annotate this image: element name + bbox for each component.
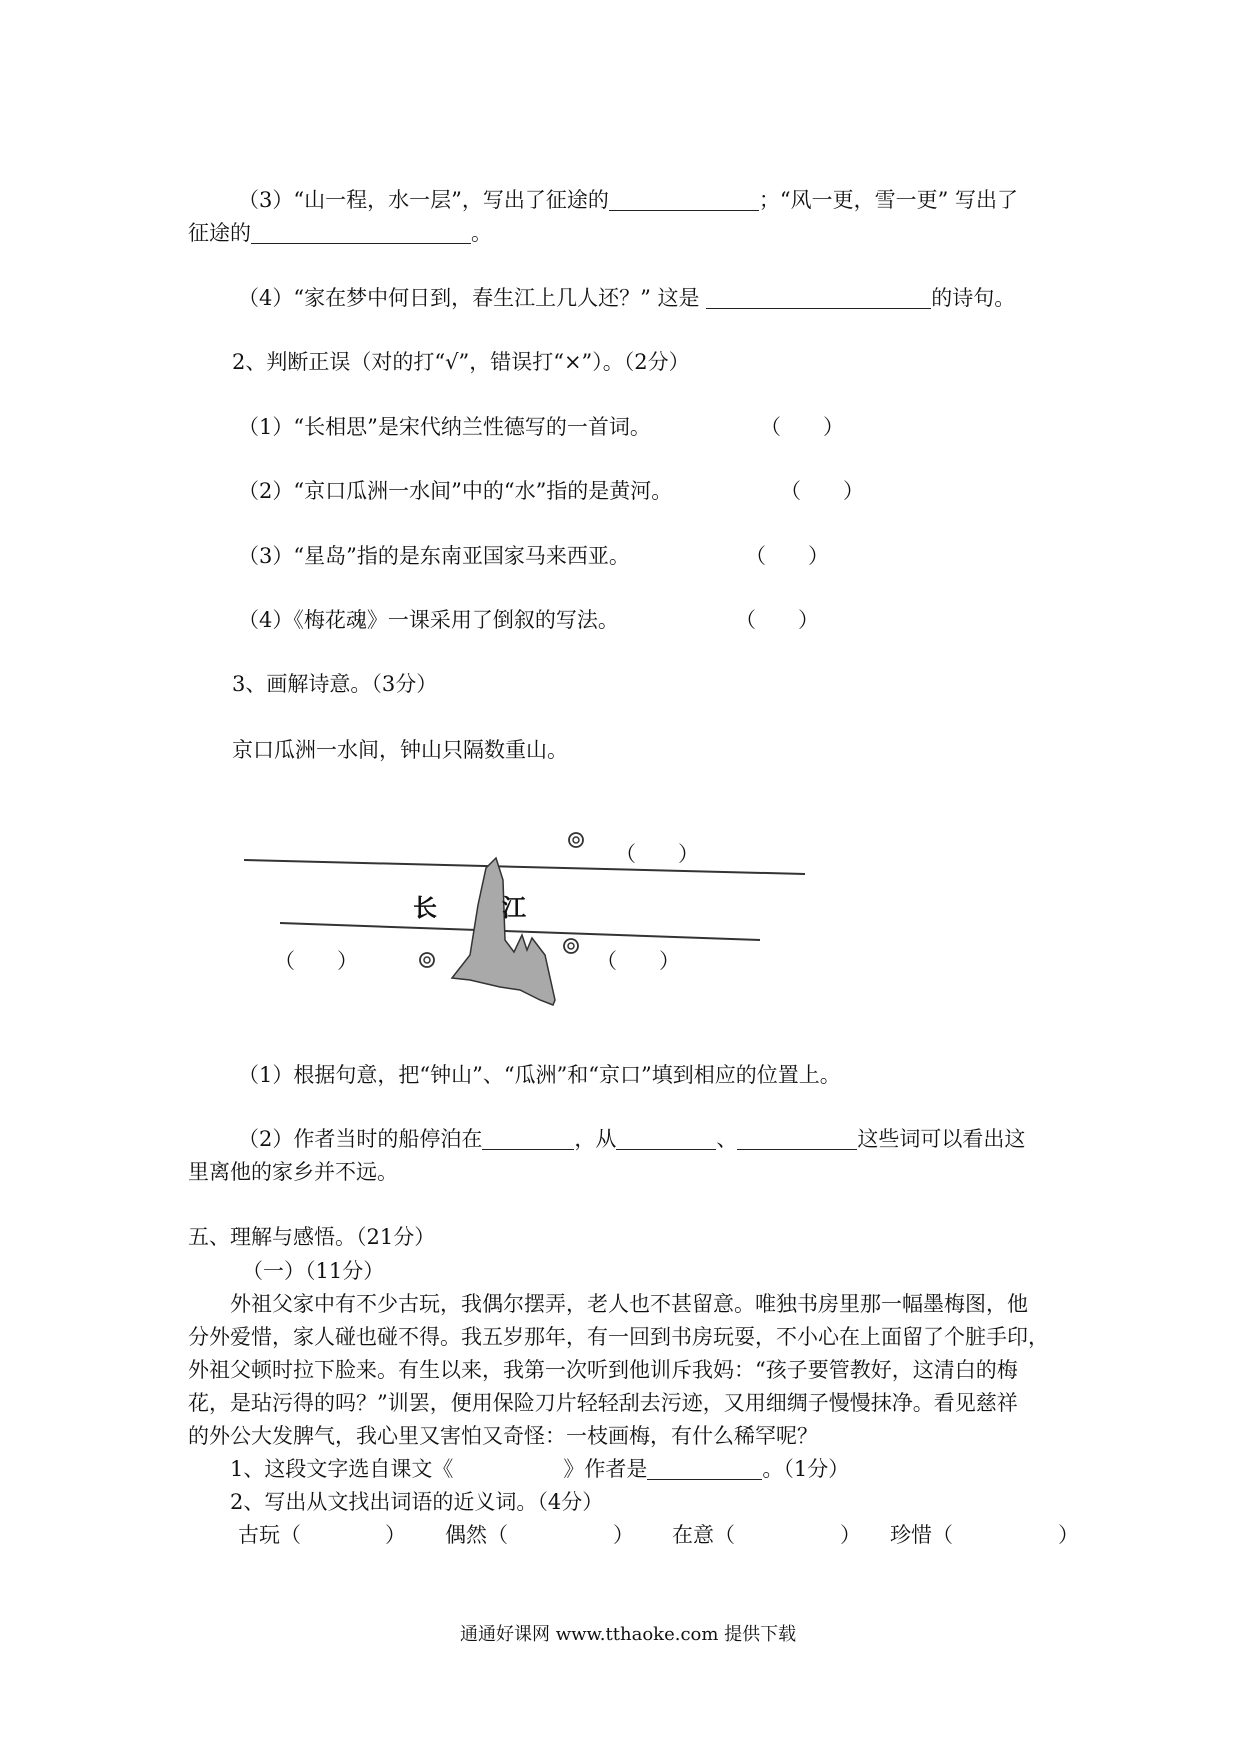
passage-line-5: 的外公大发脾气，我心里又害怕又奇怪：一枝画梅，有什么稀罕呢？ — [188, 1424, 818, 1448]
passage-line-4: 花，是玷污得的吗？”训罢，便用保险刀片轻轻刮去污迹，又用细绸子慢慢抹净。看见慈祥 — [188, 1391, 1018, 1415]
synonym-word-3: 在意 — [672, 1523, 714, 1547]
q2-item-4-text: （4）《梅花魂》一课采用了倒叙的写法。 — [238, 608, 619, 632]
synonym-blank-4[interactable]: （ ） — [932, 1523, 1079, 1547]
map-blank-north[interactable]: （ ） — [615, 842, 699, 866]
synonym-word-4: 珍惜 — [890, 1523, 932, 1547]
synonym-word-2: 偶然 — [445, 1523, 487, 1547]
s5-q1-text-b: 》作者是 — [563, 1457, 648, 1481]
synonym-blank-1[interactable]: （ ） — [280, 1523, 406, 1547]
q2-item-2-text: （2）“京口瓜洲一水间”中的“水”指的是黄河。 — [238, 479, 673, 503]
q2-item-2-paren[interactable]: （ ） — [780, 479, 864, 503]
q3-sub2-text-b: ，从 — [574, 1127, 617, 1151]
s5-question-1 — [230, 1454, 849, 1484]
synonym-item-4 — [890, 1520, 1079, 1550]
passage-line-3: 外祖父顿时拉下脸来。有生以来，我第一次听到他训斥我妈：“孩子要管教好，这清白的梅 — [188, 1358, 1018, 1382]
synonym-item-2 — [445, 1520, 634, 1550]
q1-item4-text-b: 的诗句。 — [931, 286, 1016, 310]
s5-question-2: 2、写出从文找出词语的近义词。（4分） — [230, 1490, 604, 1514]
q3-sub2-line2: 里离他的家乡并不远。 — [188, 1160, 398, 1184]
synonym-item-1 — [238, 1520, 406, 1550]
s5-q1-text-c: 。（1分） — [762, 1457, 850, 1481]
section5-title: 五、理解与感悟。（21分） — [188, 1225, 436, 1249]
location-marker-south-right — [564, 939, 578, 953]
map-blank-south-left[interactable]: （ ） — [274, 949, 358, 973]
location-marker-south-left — [420, 953, 434, 967]
page-footer: 通通好课网 www.tthaoke.com 提供下载 — [460, 1624, 797, 1645]
synonym-blank-2[interactable]: （ ） — [487, 1523, 634, 1547]
q2-item-1-text: （1）“长相思”是宋代纳兰性德写的一首词。 — [238, 415, 651, 439]
river-label-char1: 长 — [413, 893, 437, 922]
s5-q1-text-a: 1、这段文字选自课文《 — [230, 1457, 454, 1481]
q2-title: 2、判断正误（对的打“√”，错误打“×”）。（2分） — [232, 350, 690, 374]
q3-poem: 京口瓜洲一水间，钟山只隔数重山。 — [232, 738, 568, 762]
q1-item4-text-a: （4）“家在梦中何日到，春生江上几人还？” 这是 — [238, 286, 700, 310]
river-label-char2: 江 — [502, 893, 526, 922]
section5-part1-title: （一）（11分） — [242, 1259, 385, 1283]
q3-sub2-text-c: 、 — [716, 1127, 738, 1151]
synonym-blank-3[interactable]: （ ） — [714, 1523, 861, 1547]
river-north-bank — [244, 860, 805, 874]
q1-item3-text-d: 。 — [471, 221, 492, 245]
s5-q1-author-blank[interactable] — [647, 1457, 762, 1480]
q3-sub2-text-d: 这些词可以看出这 — [857, 1127, 1026, 1151]
river-south-bank — [280, 923, 760, 940]
q2-item-3-text: （3）“星岛”指的是东南亚国家马来西亚。 — [238, 544, 630, 568]
synonym-item-3 — [672, 1520, 861, 1550]
passage-line-1: 外祖父家中有不少古玩，我偶尔摆弄，老人也不甚留意。唯独书房里那一幅墨梅图，他 — [230, 1292, 1028, 1316]
synonym-word-1: 古玩 — [238, 1523, 280, 1547]
location-marker-north — [569, 833, 583, 847]
q3-sub2-line1 — [238, 1124, 1025, 1154]
q3-sub2-blank3[interactable] — [737, 1127, 857, 1150]
map-blank-south-right[interactable]: （ ） — [596, 949, 680, 973]
q1-item3-text-a: （3）“山一程，水一层”，写出了征途的 — [238, 188, 609, 212]
q3-title: 3、画解诗意。（3分） — [232, 672, 438, 696]
q1-item3-text-b: ；“风一更，雪一更” 写出了 — [758, 188, 1018, 212]
q3-sub2-text-a: （2）作者当时的船停泊在 — [238, 1127, 483, 1151]
passage-line-2: 分外爱惜，家人碰也碰不得。我五岁那年，有一回到书房玩耍，不小心在上面留了个脏手印， — [188, 1325, 1049, 1349]
q3-sub1: （1）根据句意，把“钟山”、“瓜洲”和“京口”填到相应的位置上。 — [238, 1063, 841, 1087]
q2-item-1-paren[interactable]: （ ） — [760, 415, 844, 439]
q3-sub2-blank1[interactable] — [482, 1127, 574, 1150]
q3-sub2-blank2[interactable] — [616, 1127, 716, 1150]
q2-item-4-paren[interactable]: （ ） — [735, 608, 819, 632]
q2-item-3-paren[interactable]: （ ） — [745, 544, 829, 568]
q1-item3-text-c: 征途的 — [188, 221, 251, 245]
